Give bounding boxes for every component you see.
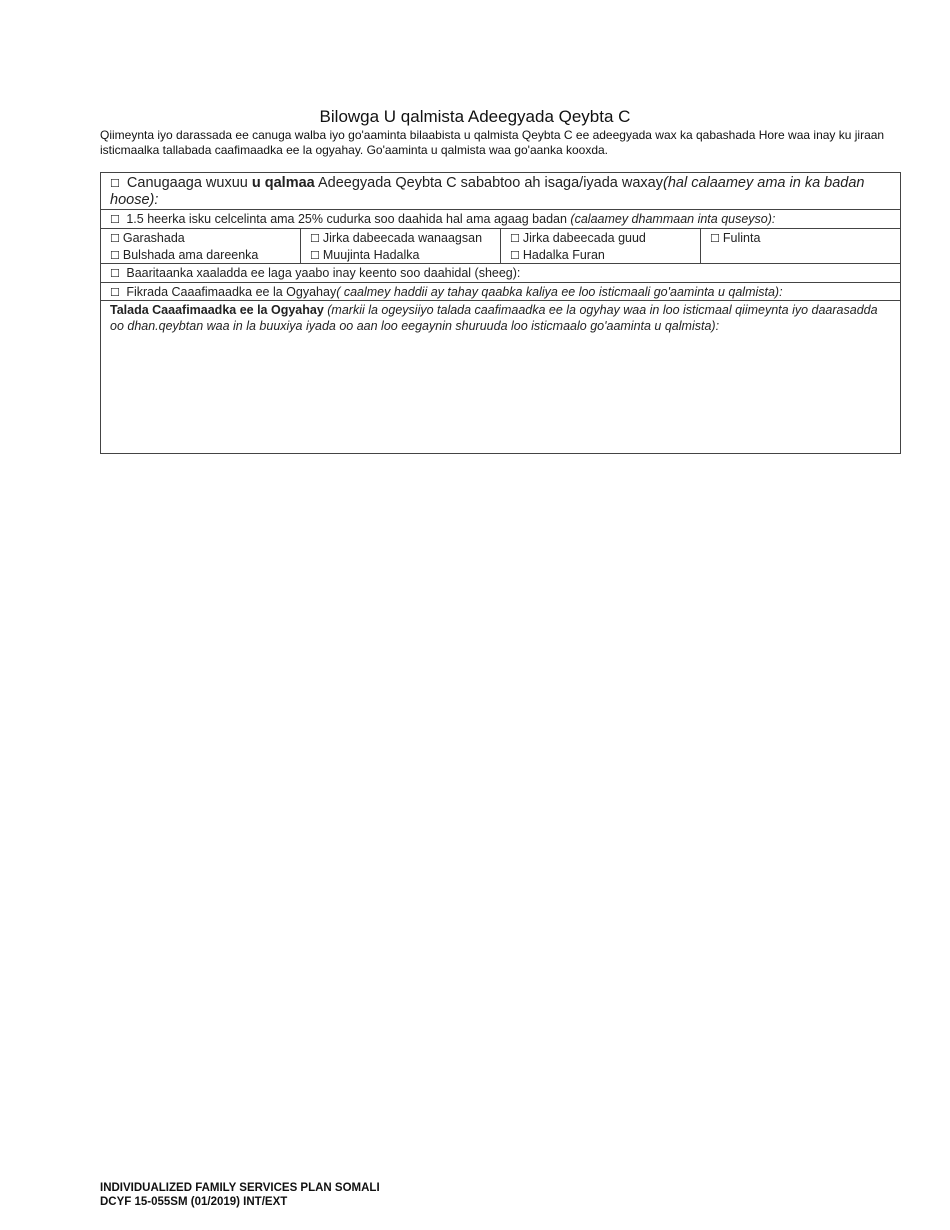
page-title: Bilowga U qalmista Adeegyada Qeybta C xyxy=(319,107,631,126)
diagnosis-row xyxy=(101,264,900,283)
domain-column xyxy=(301,229,501,263)
eligibility-form xyxy=(100,172,901,454)
domain-checkbox[interactable]: ☐ xyxy=(110,232,120,245)
domain-item[interactable] xyxy=(110,230,291,247)
delay-text: 1.5 heerka isku celcelinta ama 25% cudurka soo daahida hal ama agaag badan xyxy=(126,212,567,226)
delay-row xyxy=(101,210,900,229)
domain-label: Hadalka Furan xyxy=(522,248,605,262)
domain-label: Bulshada ama dareenka xyxy=(122,248,259,262)
domain-item[interactable] xyxy=(310,247,491,264)
domain-label: Garashada xyxy=(122,231,185,245)
eligible-prefix: Canugaaga wuxuu xyxy=(126,175,248,191)
domain-item[interactable] xyxy=(710,230,891,247)
notes-instruction: (markii la ogeysiiyo talada caafimaadka ee la ogyhay waa in loo isticmaal qiimeynta iyo daarasadda oo dhan.qeybtan waa in la buuxiya iyada oo aan loo eegaynin shuruuda loo isticmaalo go'aaminta u qalmista): xyxy=(110,303,878,333)
notes-label: Talada Caaafimaadka ee la Ogyahay xyxy=(110,303,324,317)
domain-checkbox[interactable]: ☐ xyxy=(510,232,520,245)
eligible-row xyxy=(101,173,900,210)
clinical-opinion-notes[interactable] xyxy=(101,301,900,335)
intro-paragraph: Qiimeynta iyo darassada ee canuga walba iyo go'aaminta bilaabista u qalmista Qeybta C ee adeegyada wax ka qabashada Hore waa inay ku jiraan isticmaalka tallabada caafimaadka ee la ogyahay. Go'aaminta u qalmista waa go'aanka kooxda. xyxy=(100,128,885,157)
eligible-checkbox[interactable]: ☐ xyxy=(110,177,120,190)
domain-checkbox[interactable]: ☐ xyxy=(310,232,320,245)
domain-column xyxy=(101,229,301,263)
footer-form-number: DCYF 15-055SM (01/2019) INT/EXT xyxy=(100,1196,288,1208)
diagnosis-checkbox[interactable]: ☐ xyxy=(110,267,120,280)
domain-item[interactable] xyxy=(510,247,691,264)
clinical-opinion-text: Fikrada Caaafimaadka ee la Ogyahay xyxy=(126,285,337,299)
footer-form-name: INDIVIDUALIZED FAMILY SERVICES PLAN SOMALI xyxy=(100,1182,380,1194)
eligible-bold: u qalmaa xyxy=(251,175,315,191)
domain-item[interactable] xyxy=(310,230,491,247)
domain-checkbox[interactable]: ☐ xyxy=(510,249,520,262)
eligible-middle: Adeegyada Qeybta C sababtoo ah isaga/iyada waxay xyxy=(317,175,663,191)
domain-item[interactable] xyxy=(110,247,291,264)
domain-label: Jirka dabeecada guud xyxy=(522,231,646,245)
domain-column xyxy=(701,229,900,263)
domain-checkbox[interactable]: ☐ xyxy=(110,249,120,262)
clinical-opinion-instruction: ( caalmey haddii ay tahay qaabka kaliya ee loo isticmaali go'aaminta u qalmista): xyxy=(336,285,783,299)
domains-row xyxy=(101,229,900,264)
domain-label: Jirka dabeecada wanaagsan xyxy=(322,231,483,245)
domain-label: Muujinta Hadalka xyxy=(322,248,420,262)
clinical-opinion-checkbox[interactable]: ☐ xyxy=(110,286,120,299)
domain-label: Fulinta xyxy=(722,231,761,245)
domain-checkbox[interactable]: ☐ xyxy=(710,232,720,245)
delay-checkbox[interactable]: ☐ xyxy=(110,213,120,226)
form-footer xyxy=(100,1181,380,1209)
diagnosis-text: Baaritaanka xaaladda ee laga yaabo inay keento soo daahidal (sheeg): xyxy=(126,266,521,280)
eligible-instruction: (hal calaamey ama in ka badan hoose): xyxy=(110,175,865,208)
domain-column xyxy=(501,229,701,263)
clinical-opinion-row xyxy=(101,283,900,301)
domain-item[interactable] xyxy=(510,230,691,247)
domain-checkbox[interactable]: ☐ xyxy=(310,249,320,262)
delay-instruction: (calaamey dhammaan inta quseyso): xyxy=(570,212,776,226)
